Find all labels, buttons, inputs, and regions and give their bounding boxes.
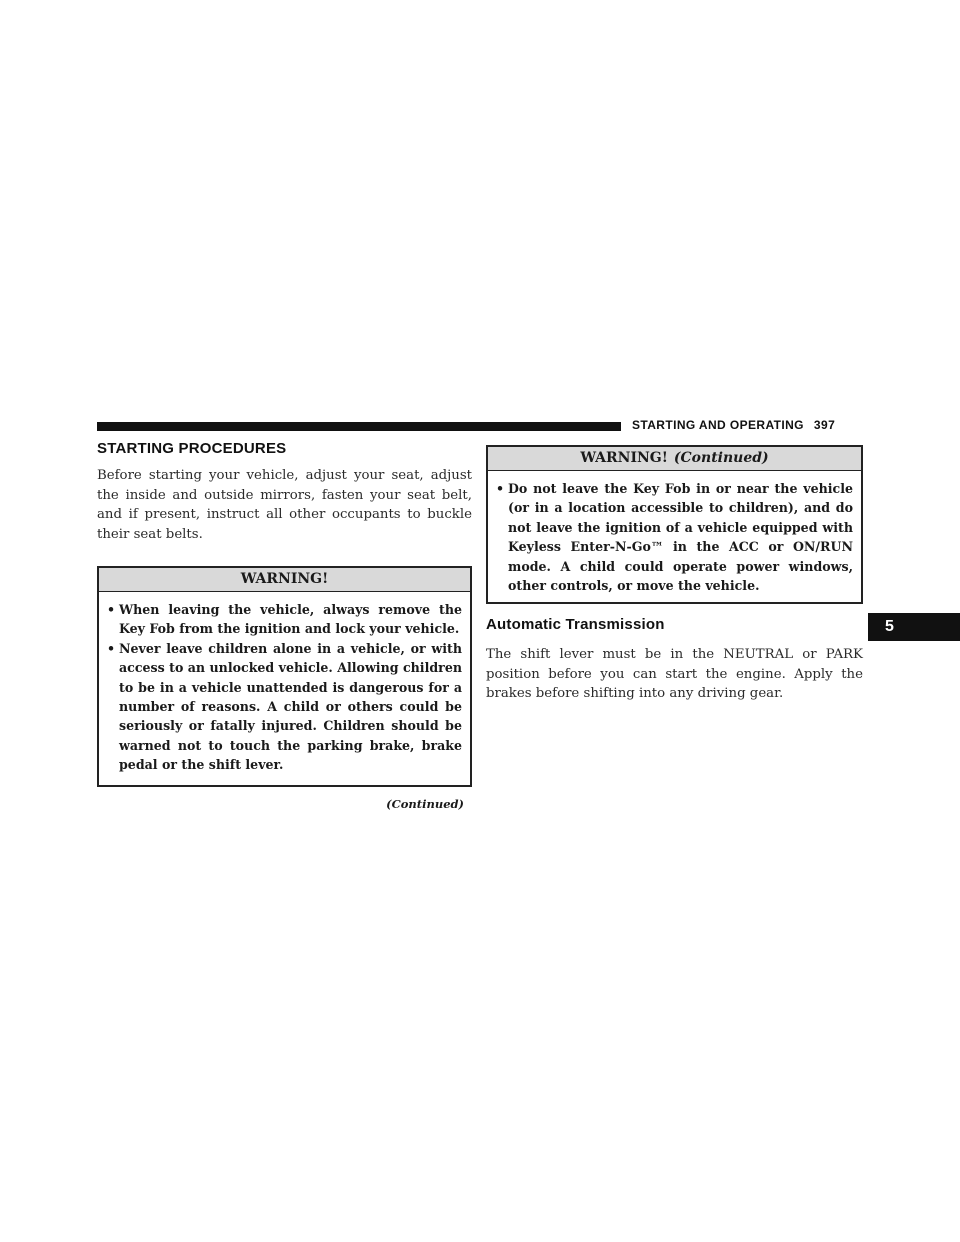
warning-box-continued [486,445,863,604]
warning-item-text: Do not leave the Key Fob in or near the vehicle (or in a location accessible to children), and do not leave the ignition of a vehicle equipped with Keyless Enter-N-Go™ in the ACC or ON/RUN mode. A child could operate power windows, other controls, or move the vehicle. [508,481,853,594]
warning-list [99,592,470,785]
bullet-icon: • [496,481,505,496]
running-header [632,418,835,432]
chapter-tab[interactable]: 5 [868,613,960,641]
warning-title: WARNING! [580,450,668,466]
section-title: STARTING AND OPERATING [632,418,804,432]
continued-note: (Continued) [386,796,464,811]
warning-list [488,471,861,602]
warning-item [107,600,462,639]
starting-procedures-intro: Before starting your vehicle, adjust your seat, adjust the inside and outside mirrors, fasten your seat belt, and if present, instruct all other occupants to buckle their seat belts. [97,468,472,542]
warning-item-text: Never leave children alone in a vehicle, or with access to an unlocked vehicle. Allowing children to be in a vehicle unattended is dangerous for a number of reasons. A child or others could be seriously or fatally injured. Children should be warned not to touch the parking brake, brake pedal or the shift lever. [119,640,462,773]
right-column [486,445,863,704]
bullet-icon: • [107,640,116,656]
warning-item [496,479,853,595]
warning-item [107,639,462,775]
bullet-icon: • [107,602,116,617]
warning-item-text: When leaving the vehicle, always remove the Key Fob from the ignition and lock your vehicle. [119,602,462,637]
warning-title: WARNING! [240,571,329,587]
starting-procedures-heading: STARTING PROCEDURES [97,440,287,457]
automatic-transmission-body: The shift lever must be in the NEUTRAL or PARK position before you can start the engine. Apply the brakes before shifting into any driving gear. [486,647,863,702]
warning-continued-label: (Continued) [673,450,769,466]
warning-header [488,447,861,471]
automatic-transmission-heading: Automatic Transmission [486,616,665,634]
page-number: 397 [813,418,836,432]
left-column [97,440,472,811]
warning-box [97,566,472,787]
warning-header [99,568,470,592]
header-rule [97,422,621,431]
